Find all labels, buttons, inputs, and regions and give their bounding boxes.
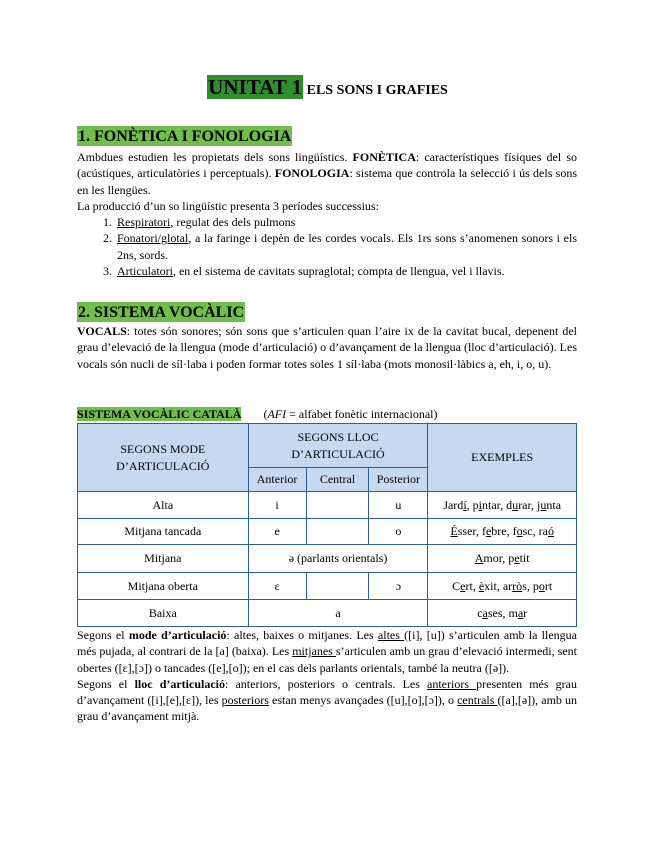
table-row <box>78 519 577 545</box>
list-text: , regulat des dels pulmons <box>170 215 296 230</box>
header-posterior: Posterior <box>369 468 428 492</box>
cell-merged: ə (parlants orientals) <box>248 545 428 573</box>
cell-examples: Ésser, febre, fosc, raó <box>428 519 577 545</box>
term-fonetica: FONÈTICA <box>352 150 416 164</box>
table-header-row <box>78 424 577 468</box>
list-item <box>115 214 577 230</box>
section1-paragraph <box>77 149 577 198</box>
header-anterior: Anterior <box>248 468 306 492</box>
cell-anterior: i <box>248 492 306 519</box>
table-row <box>78 492 577 519</box>
text: : sistema que controla la selecció i ús dels sons en les llengües. <box>77 166 578 197</box>
list-item <box>115 230 577 263</box>
section1-body <box>77 149 577 279</box>
section2-heading: 2. SISTEMA VOCÀLIC <box>78 304 245 321</box>
cell-mode: Alta <box>78 492 249 519</box>
afi-desc: = alfabet fonètic internacional) <box>286 407 438 421</box>
cell-examples: Jardí, pintar, durar, junta <box>428 492 577 519</box>
periods-list <box>77 214 577 279</box>
list-term: Articulatori <box>117 264 173 279</box>
table-caption <box>77 406 437 422</box>
cell-posterior: o <box>369 519 428 545</box>
list-item <box>115 263 577 279</box>
afi-abbr: AFI <box>267 407 287 421</box>
table-row <box>78 573 577 600</box>
cell-central <box>306 492 369 519</box>
header-mode: SEGONS MODE D’ARTICULACIÓ <box>78 424 249 492</box>
mode-paragraph: Segons el mode d’articulació: altes, baixes o mitjanes. Les altes ([i], [u]) s’articulen amb la llengua més pujada, al contrari de la [a] (baixa). Les mitjanes s’articulen amb un grau d’elevació intermedi, sent obertes ([ɛ],[ɔ]) o tancades ([e],[o]); en el cas dels parlants orientals, també la neutra ([ə]). <box>77 628 578 675</box>
header-examples: EXEMPLES <box>428 424 577 492</box>
term-vocals: VOCALS <box>77 324 127 338</box>
table-row <box>78 545 577 573</box>
cell-anterior: e <box>248 519 306 545</box>
cell-mode: Mitjana <box>78 545 249 573</box>
section1-intro-list: La producció d’un so lingüístic presenta 3 períodes successius: <box>77 198 379 213</box>
vowel-table <box>77 423 577 627</box>
list-text: , a la faringe i depèn de les cordes vocals. Els 1rs sons s’anomenen sonors i els 2ns, sords. <box>117 231 577 262</box>
title-text: ELS SONS I GRAFIES <box>303 83 448 98</box>
list-text: , en el sistema de cavitats supraglotal; compta de llengua, vel i llavis. <box>172 264 505 279</box>
cell-central <box>306 519 369 545</box>
table-title: SISTEMA VOCÀLIC CATALÀ <box>77 407 242 421</box>
cell-central <box>306 573 369 600</box>
list-term: Respiratori <box>117 215 171 230</box>
list-term: Fonatori/glotal <box>117 231 189 246</box>
cell-posterior: u <box>369 492 428 519</box>
document-title <box>0 75 655 99</box>
unit-label: UNITAT 1 <box>208 75 303 99</box>
section2-body <box>77 323 577 372</box>
cell-examples: Amor, petit <box>428 545 577 573</box>
cell-anterior: ɛ <box>248 573 306 600</box>
header-lloc: SEGONS LLOC D’ARTICULACIÓ <box>248 424 428 468</box>
text: ( <box>263 407 268 421</box>
cell-mode: Mitjana tancada <box>78 519 249 545</box>
cell-merged: a <box>248 600 428 627</box>
text: : totes són sonores; són sons que s’articulen quan l’aire ix de la cavitat bucal, depenent del grau d’elevació de la llengua (mode d’articulació) o d’avançament de la llengua (lloc d’articulació). Les vocals són nucli de síl·laba i poden formar totes soles 1 síl·laba (mots monosil·làbics a, eh, i, o, u). <box>77 324 577 371</box>
text: : característiques físiques del so (acústiques, articulatòries i perceptuals). <box>77 150 577 181</box>
section1-heading: 1. FONÈTICA I FONOLOGIA <box>78 128 292 145</box>
text: Ambdues estudien les propietats dels sons lingüístics. <box>77 150 353 164</box>
section2-paragraph <box>77 323 577 372</box>
table-row <box>78 600 577 627</box>
cell-mode: Mitjana oberta <box>78 573 249 600</box>
cell-posterior: ɔ <box>369 573 428 600</box>
cell-mode: Baixa <box>78 600 249 627</box>
articulation-notes <box>77 627 577 725</box>
cell-examples: cases, mar <box>428 600 577 627</box>
header-central: Central <box>306 468 369 492</box>
cell-examples: Cert, èxit, arròs, port <box>428 573 577 600</box>
term-fonologia: FONOLOGIA <box>274 166 350 181</box>
lloc-paragraph: Segons el lloc d’articulació: anteriors, posteriors o centrals. Les anteriors presenten més grau d’avançament ([i],[e],[ɛ]), les posteriors estan menys avançades ([u],[o],[ɔ]), o centrals ([a],[ə]), amb un grau d’avançament mitjà. <box>77 676 577 724</box>
